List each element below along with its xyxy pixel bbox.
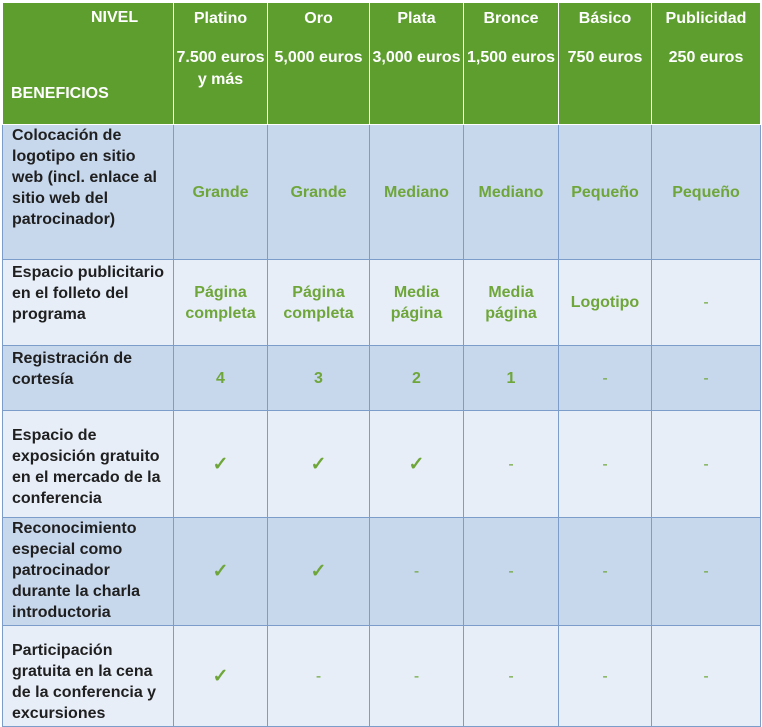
benefit-row xyxy=(3,260,761,346)
benefit-value: Pequeño xyxy=(652,125,761,260)
benefit-label: Reconocimiento especial como patrocinador durante la charla introductoria xyxy=(3,518,174,626)
tier-price: 250 euros xyxy=(668,49,744,66)
tier-header xyxy=(464,3,559,125)
benefit-value: - xyxy=(652,626,761,727)
benefit-row xyxy=(3,626,761,727)
benefit-value: ✓ xyxy=(174,626,268,727)
tier-header xyxy=(559,3,652,125)
sponsorship-table xyxy=(2,2,761,727)
benefit-row xyxy=(3,125,761,260)
benefit-value: - xyxy=(559,346,652,411)
header-row xyxy=(3,3,761,125)
benefit-value: 4 xyxy=(174,346,268,411)
tier-header xyxy=(174,3,268,125)
tier-price: 7.500 euros y más xyxy=(176,49,265,88)
benefit-row xyxy=(3,411,761,518)
benefit-label: Registración de cortesía xyxy=(3,346,174,411)
tier-name: Plata xyxy=(397,10,436,27)
benefit-value: - xyxy=(268,626,370,727)
benefit-value: - xyxy=(652,346,761,411)
benefit-value: Logotipo xyxy=(559,260,652,346)
benefit-value: Pequeño xyxy=(559,125,652,260)
benefit-value: ✓ xyxy=(174,411,268,518)
tier-name: Bronce xyxy=(483,10,539,27)
benefit-value: - xyxy=(559,518,652,626)
benefit-value: 1 xyxy=(464,346,559,411)
benefit-label: Colocación de logotipo en sitio web (incl. enlace al sitio web del patrocinador) xyxy=(3,125,174,260)
benefit-label: Espacio publicitario en el folleto del programa xyxy=(3,260,174,346)
benefit-value: ✓ xyxy=(268,518,370,626)
tier-price: 5,000 euros xyxy=(274,49,363,66)
tier-price: 750 euros xyxy=(567,49,643,66)
tier-price: 3,000 euros xyxy=(372,49,461,66)
benefit-value: 3 xyxy=(268,346,370,411)
benefit-label: Espacio de exposición gratuito en el mercado de la conferencia xyxy=(3,411,174,518)
benefit-value: - xyxy=(559,626,652,727)
tier-name: Platino xyxy=(193,10,248,27)
benefit-value: Mediano xyxy=(464,125,559,260)
benefit-value: Mediano xyxy=(370,125,464,260)
benefit-value: - xyxy=(652,260,761,346)
benefit-value: - xyxy=(464,518,559,626)
header-corner-cell xyxy=(3,3,174,125)
benefit-value: ✓ xyxy=(268,411,370,518)
beneficios-label: BENEFICIOS xyxy=(11,85,109,102)
tier-name: Publicidad xyxy=(665,10,747,27)
benefit-value: ✓ xyxy=(370,411,464,518)
benefit-label: Participación gratuita en la cena de la conferencia y excursiones xyxy=(3,626,174,727)
benefit-value: Media página xyxy=(370,260,464,346)
tier-price: 1,500 euros xyxy=(466,49,556,66)
benefit-value: - xyxy=(464,626,559,727)
benefit-value: ✓ xyxy=(174,518,268,626)
benefit-value: Grande xyxy=(174,125,268,260)
benefit-value: Página completa xyxy=(174,260,268,346)
benefit-value: - xyxy=(370,626,464,727)
nivel-label: NIVEL xyxy=(91,9,139,26)
benefit-value: - xyxy=(370,518,464,626)
benefits-body xyxy=(3,125,761,727)
benefit-value: - xyxy=(652,411,761,518)
tier-header xyxy=(652,3,761,125)
tier-name: Oro xyxy=(304,10,333,27)
benefit-value: - xyxy=(559,411,652,518)
benefit-row xyxy=(3,518,761,626)
benefit-value: 2 xyxy=(370,346,464,411)
benefit-value: - xyxy=(652,518,761,626)
benefit-row xyxy=(3,346,761,411)
benefit-value: Media página xyxy=(464,260,559,346)
tier-header xyxy=(370,3,464,125)
tier-name: Básico xyxy=(578,10,632,27)
tier-header xyxy=(268,3,370,125)
benefit-value: - xyxy=(464,411,559,518)
benefit-value: Página completa xyxy=(268,260,370,346)
benefit-value: Grande xyxy=(268,125,370,260)
